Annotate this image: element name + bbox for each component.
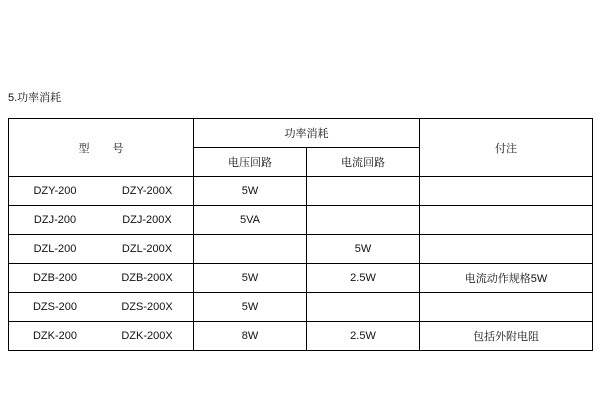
cell-model bbox=[9, 235, 194, 264]
cell-model-b: DZK-200X bbox=[121, 330, 173, 342]
cell-current bbox=[307, 206, 420, 235]
section-title: 5.功率消耗 bbox=[8, 92, 62, 104]
cell-note bbox=[420, 206, 593, 235]
cell-model-b: DZY-200X bbox=[121, 185, 173, 197]
cell-voltage: 5W bbox=[194, 293, 307, 322]
header-current-circuit: 电流回路 bbox=[307, 148, 420, 177]
cell-model-a: DZL-200 bbox=[33, 243, 77, 255]
cell-note bbox=[420, 177, 593, 206]
cell-model-b: DZS-200X bbox=[121, 301, 173, 313]
table-head bbox=[9, 119, 593, 177]
cell-voltage: 5W bbox=[194, 177, 307, 206]
cell-note bbox=[420, 293, 593, 322]
cell-model-b: DZB-200X bbox=[121, 272, 173, 284]
cell-voltage bbox=[194, 235, 307, 264]
cell-model-b: DZJ-200X bbox=[122, 214, 172, 226]
cell-current bbox=[307, 293, 420, 322]
cell-current: 2.5W bbox=[307, 264, 420, 293]
table-header-row-1 bbox=[9, 119, 593, 148]
cell-model bbox=[9, 177, 194, 206]
cell-model-a: DZB-200 bbox=[32, 272, 78, 284]
cell-note: 包括外附电阻 bbox=[420, 322, 593, 351]
cell-model-a: DZS-200 bbox=[32, 301, 78, 313]
cell-voltage: 5W bbox=[194, 264, 307, 293]
table-body bbox=[9, 177, 593, 351]
cell-note: 电流动作规格5W bbox=[420, 264, 593, 293]
cell-current bbox=[307, 177, 420, 206]
table-row bbox=[9, 177, 593, 206]
header-model-label: 型 号 bbox=[78, 142, 130, 155]
cell-model bbox=[9, 264, 194, 293]
cell-model-a: DZJ-200 bbox=[33, 214, 77, 226]
table-row bbox=[9, 206, 593, 235]
cell-voltage: 8W bbox=[194, 322, 307, 351]
table-row bbox=[9, 235, 593, 264]
cell-model bbox=[9, 293, 194, 322]
table-row bbox=[9, 322, 593, 351]
power-consumption-table bbox=[8, 118, 593, 351]
cell-model-a: DZK-200 bbox=[32, 330, 78, 342]
cell-model bbox=[9, 322, 194, 351]
cell-note bbox=[420, 235, 593, 264]
header-voltage-circuit: 电压回路 bbox=[194, 148, 307, 177]
cell-current: 2.5W bbox=[307, 322, 420, 351]
cell-model-a: DZY-200 bbox=[33, 185, 77, 197]
table-row bbox=[9, 293, 593, 322]
header-model bbox=[9, 119, 194, 177]
header-note: 付注 bbox=[420, 119, 593, 177]
table-row bbox=[9, 264, 593, 293]
cell-current: 5W bbox=[307, 235, 420, 264]
cell-model bbox=[9, 206, 194, 235]
header-power-consumption: 功率消耗 bbox=[194, 119, 420, 148]
cell-model-b: DZL-200X bbox=[121, 243, 173, 255]
power-consumption-table-wrapper bbox=[8, 118, 592, 351]
cell-voltage: 5VA bbox=[194, 206, 307, 235]
